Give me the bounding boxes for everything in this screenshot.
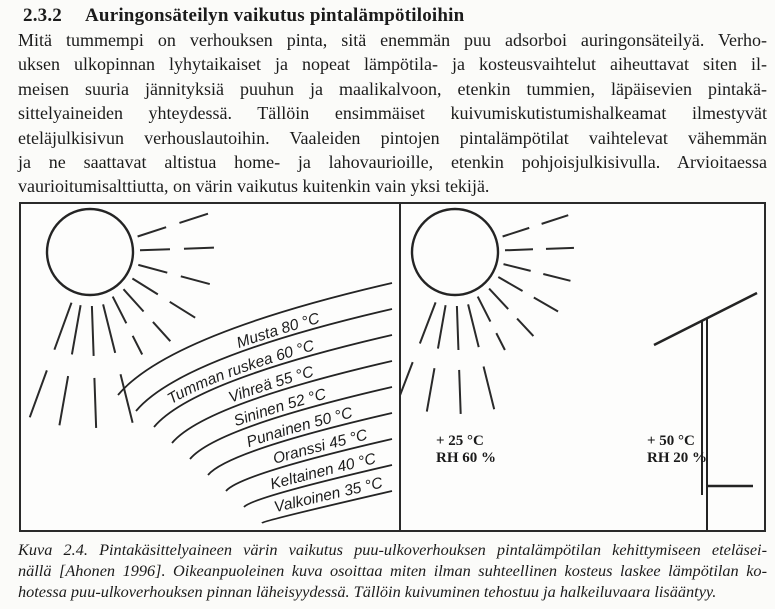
ambient-condition-label xyxy=(436,433,496,467)
paragraph-line: uksen ulkopinnan lyhytaikaiset ja nopeat lämpötila- ja kosteusvaihtelut aiheuttavat siten il- xyxy=(18,54,767,75)
sun-ray xyxy=(132,278,196,318)
sun-ray xyxy=(140,247,225,250)
paragraph-line: vaurioitumisalttiutta, on värin vaikutus kuitenkin vain yksi tekijä. xyxy=(18,176,490,197)
humidity-diagram xyxy=(401,204,764,530)
sun-rays-icon xyxy=(28,211,225,447)
figure-right-panel xyxy=(399,204,764,530)
sun-ray xyxy=(138,265,216,286)
section-heading xyxy=(18,4,767,27)
section-number: 2.3.2 xyxy=(23,5,62,26)
arc-label-punainen: Punainen 50 °C xyxy=(244,404,355,451)
ambient-temp: + 25 °C xyxy=(436,432,484,449)
sun-ray xyxy=(478,296,505,349)
figure-caption xyxy=(18,539,767,602)
sun-rays-icon xyxy=(401,213,583,420)
figure-kuva-2-4 xyxy=(19,202,766,532)
arc-label-keltainen: Keltainen 40 °C xyxy=(268,450,378,494)
color-temperature-diagram xyxy=(21,204,399,530)
body-paragraph xyxy=(18,28,767,199)
arc-label-sininen: Sininen 52 °C xyxy=(231,385,328,430)
sun-ray xyxy=(28,303,71,421)
paragraph-line: eteläjulkisivun verhouslautoihin. Vaaleiden pintojen pintalämpötilat vaihtelevat vähemmän xyxy=(18,127,767,148)
caption-line: nällä [Ahonen 1996]. Oikeanpuoleinen kuva osoittaa miten ilman suhteellinen kosteus laskee lämpötilan ko- xyxy=(18,560,767,580)
paragraph-line: Mitä tummempi on verhouksen pinta, sitä enemmän puu adsorboi auringonsäteilyä. Verho- xyxy=(18,30,767,50)
paragraph-line: sittelyaineiden yhteydessä. Tällöin ensimmäiset kuivumiskutistumishalkeamat ilmestyvät xyxy=(18,103,767,124)
surface-temp: + 50 °C xyxy=(647,432,695,449)
arc-label-tumman-ruskea: Tumman ruskea 60 °C xyxy=(164,337,317,408)
sun-ray xyxy=(401,302,436,399)
sun-ray xyxy=(124,289,171,341)
arc-label-vihreä: Vihreä 55 °C xyxy=(226,363,316,407)
sun-icon xyxy=(412,209,498,295)
roof-line xyxy=(654,293,757,345)
arc-label-valkoinen: Valkoinen 35 °C xyxy=(272,474,385,517)
ambient-rh: RH 60 % xyxy=(436,449,496,466)
section-title: Auringonsäteilyn vaikutus pintalämpötiloihin xyxy=(85,5,465,26)
wall-with-roof-icon xyxy=(654,293,757,530)
arc-label-oranssi: Oranssi 45 °C xyxy=(271,426,370,468)
sun-ray xyxy=(504,264,578,282)
surface-condition-label xyxy=(647,433,707,467)
temperature-arc-labels xyxy=(134,291,399,516)
arc-label-musta: Musta 80 °C xyxy=(234,309,322,352)
sun-ray xyxy=(457,306,461,420)
sun-ray xyxy=(103,304,136,436)
surface-rh: RH 20 % xyxy=(647,449,707,466)
caption-line: Kuva 2.4. Pintakäsittelyaineen värin vaikutus puu-ulkoverhouksen pintalämpötilan kehittymiseen eteläsei- xyxy=(18,539,767,559)
paragraph-line: meisen suuria jännityksiä puuhun ja maalikalvoon, etenkin tummien, läpäisevien pintakä- xyxy=(18,78,767,99)
sun-ray xyxy=(92,306,97,447)
sun-ray xyxy=(489,288,533,336)
figure-left-panel xyxy=(21,204,399,530)
sun-icon xyxy=(47,209,133,295)
sun-ray xyxy=(503,213,574,236)
caption-line: hotessa puu-ulkoverhouksen pinnan läheisyydessä. Tällöin kuivuminen tehostuu ja halkeiluvaara lisääntyy. xyxy=(18,581,717,601)
sun-ray xyxy=(138,211,216,236)
sun-ray xyxy=(505,247,583,250)
sun-ray xyxy=(57,305,81,439)
paragraph-line: ja ne saattavat altistua home- ja lahovaurioille, etenkin pohjoisjulkisivulla. Arvioitaessa xyxy=(18,152,767,173)
